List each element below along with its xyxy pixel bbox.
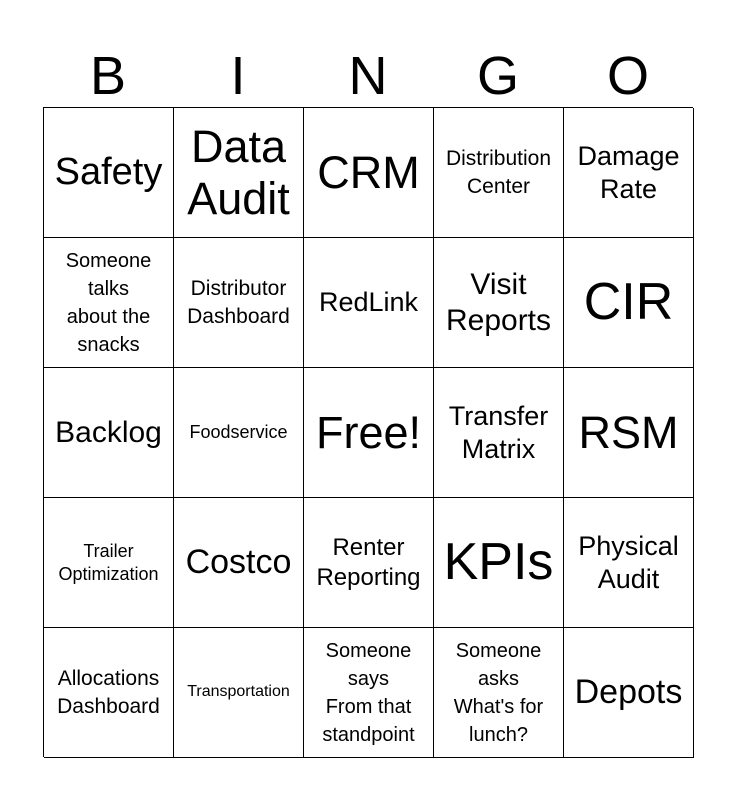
cell-text: CRM bbox=[317, 146, 420, 198]
cell-text: RSM bbox=[578, 406, 679, 458]
bingo-cell[interactable] bbox=[434, 108, 564, 238]
bingo-cell[interactable] bbox=[564, 368, 694, 498]
bingo-header bbox=[43, 42, 693, 108]
header-letter-i: I bbox=[230, 46, 246, 106]
bingo-cell[interactable] bbox=[174, 368, 304, 498]
cell-text: Depots bbox=[574, 672, 683, 711]
bingo-cell[interactable] bbox=[174, 108, 304, 238]
bingo-cell[interactable] bbox=[44, 628, 174, 758]
header-letter-o: O bbox=[606, 46, 649, 106]
cell-text: Damage Rate bbox=[577, 141, 680, 204]
cell-text: Backlog bbox=[55, 415, 162, 449]
bingo-cell[interactable] bbox=[304, 628, 434, 758]
cell-text: Someone talks about the snacks bbox=[65, 249, 152, 356]
cell-text: Someone says From that standpoint bbox=[322, 639, 415, 746]
cell-text: Allocations Dashboard bbox=[57, 667, 160, 718]
cell-text: Trailer Optimization bbox=[58, 541, 159, 584]
bingo-cell[interactable] bbox=[564, 498, 694, 628]
cell-text: Transportation bbox=[187, 683, 290, 701]
bingo-cell[interactable] bbox=[564, 108, 694, 238]
bingo-cell[interactable] bbox=[174, 628, 304, 758]
bingo-grid bbox=[43, 107, 693, 757]
bingo-cell[interactable] bbox=[44, 498, 174, 628]
cell-text: RedLink bbox=[318, 287, 419, 318]
cell-text: KPIs bbox=[443, 532, 554, 591]
bingo-cell[interactable] bbox=[434, 238, 564, 368]
bingo-cell free-space[interactable] bbox=[304, 368, 434, 498]
cell-text: Renter Reporting bbox=[316, 533, 421, 591]
header-letter-n: N bbox=[348, 46, 388, 106]
bingo-cell[interactable] bbox=[44, 368, 174, 498]
bingo-cell[interactable] bbox=[174, 238, 304, 368]
cell-text: Physical Audit bbox=[578, 531, 679, 594]
cell-text: Distribution Center bbox=[445, 147, 552, 198]
bingo-cell[interactable] bbox=[434, 498, 564, 628]
bingo-cell[interactable] bbox=[304, 238, 434, 368]
bingo-cell[interactable] bbox=[434, 628, 564, 758]
bingo-cell[interactable] bbox=[44, 108, 174, 238]
bingo-cell[interactable] bbox=[434, 368, 564, 498]
cell-text: Transfer Matrix bbox=[448, 401, 549, 464]
bingo-cell[interactable] bbox=[44, 238, 174, 368]
cell-text: Someone asks What's for lunch? bbox=[453, 639, 544, 746]
header-letter-b: B bbox=[89, 46, 127, 106]
bingo-cell[interactable] bbox=[304, 498, 434, 628]
bingo-cell[interactable] bbox=[564, 628, 694, 758]
cell-text: Costco bbox=[185, 542, 292, 581]
cell-text: Safety bbox=[54, 150, 163, 193]
cell-text: Foodservice bbox=[189, 422, 288, 443]
header-letter-g: G bbox=[476, 46, 519, 106]
bingo-cell[interactable] bbox=[304, 108, 434, 238]
bingo-cell[interactable] bbox=[174, 498, 304, 628]
cell-text: Distributor Dashboard bbox=[187, 277, 290, 328]
bingo-cell[interactable] bbox=[564, 238, 694, 368]
cell-text: Free! bbox=[315, 406, 422, 458]
cell-text: CIR bbox=[583, 272, 674, 331]
cell-text: Visit Reports bbox=[445, 267, 552, 337]
cell-text: Data Audit bbox=[187, 120, 290, 224]
